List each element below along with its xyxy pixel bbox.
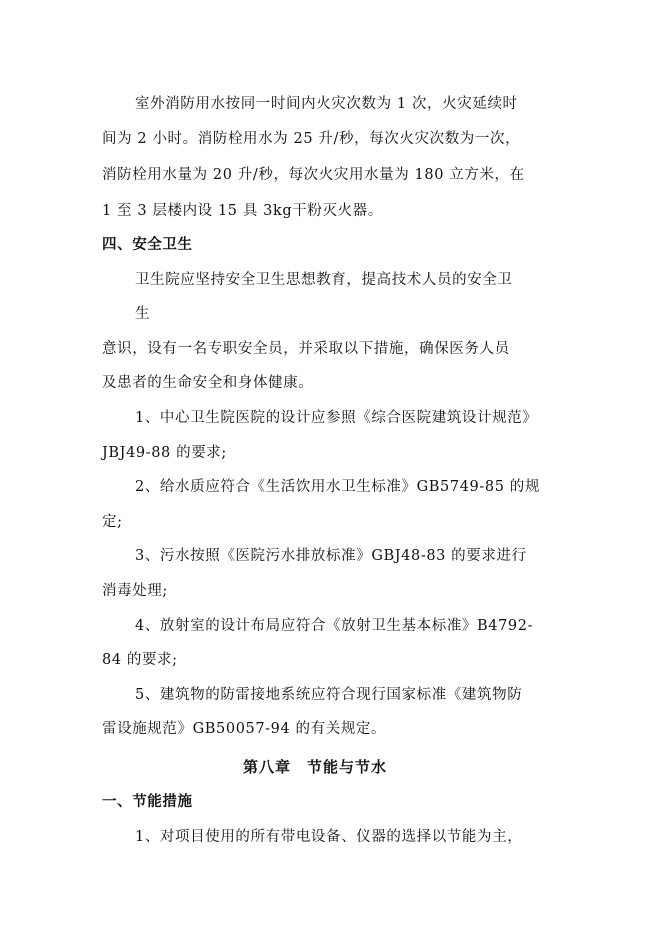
list-item-continuation: 雷设施规范》GB50057-94 的有关规定。 bbox=[102, 721, 387, 737]
list-item: 4、放射室的设计布局应符合《放射卫生基本标准》B4792- bbox=[135, 618, 534, 634]
paragraph-line: 意识，设有一名专职安全员，并采取以下措施，确保医务人员 bbox=[102, 341, 510, 357]
paragraph-line: 及患者的生命安全和身体健康。 bbox=[102, 375, 314, 391]
section-heading: 一、节能措施 bbox=[102, 793, 193, 810]
list-item: 1、对项目使用的所有带电设备、仪器的选择以节能为主， bbox=[135, 829, 523, 845]
paragraph-line: 间为 2 小时。消防栓用水为 25 升/秒，每次火灾次数为一次， bbox=[102, 131, 521, 147]
list-item: 5、建筑物的防雷接地系统应符合现行国家标准《建筑物防 bbox=[135, 687, 523, 703]
list-item: 1、中心卫生院医院的设计应参照《综合医院建筑设计规范》 bbox=[135, 410, 538, 426]
paragraph-line: 卫生院应坚持安全卫生思想教育，提高技术人员的安全卫 bbox=[135, 272, 513, 288]
list-item-continuation: JBJ49-88 的要求; bbox=[102, 445, 227, 461]
list-item-continuation: 定; bbox=[102, 514, 123, 530]
list-item-continuation: 84 的要求; bbox=[102, 652, 178, 668]
paragraph-line: 消防栓用水量为 20 升/秒，每次火灾用水量为 180 立方米，在 bbox=[102, 167, 525, 183]
paragraph-line: 室外消防用水按同一时间内火灾次数为 1 次，火灾延续时 bbox=[135, 96, 518, 112]
list-item-continuation: 消毒处理; bbox=[102, 583, 168, 599]
list-item: 3、污水按照《医院污水排放标准》GBJ48-83 的要求进行 bbox=[135, 548, 527, 564]
paragraph-line: 1 至 3 层楼内设 15 具 3kg干粉灭火器。 bbox=[102, 203, 383, 219]
paragraph-line: 生 bbox=[135, 306, 151, 322]
chapter-title: 第八章 节能与节水 bbox=[243, 758, 388, 776]
section-heading: 四、安全卫生 bbox=[102, 236, 193, 253]
list-item: 2、给水质应符合《生活饮用水卫生标准》GB5749-85 的规 bbox=[135, 479, 540, 495]
